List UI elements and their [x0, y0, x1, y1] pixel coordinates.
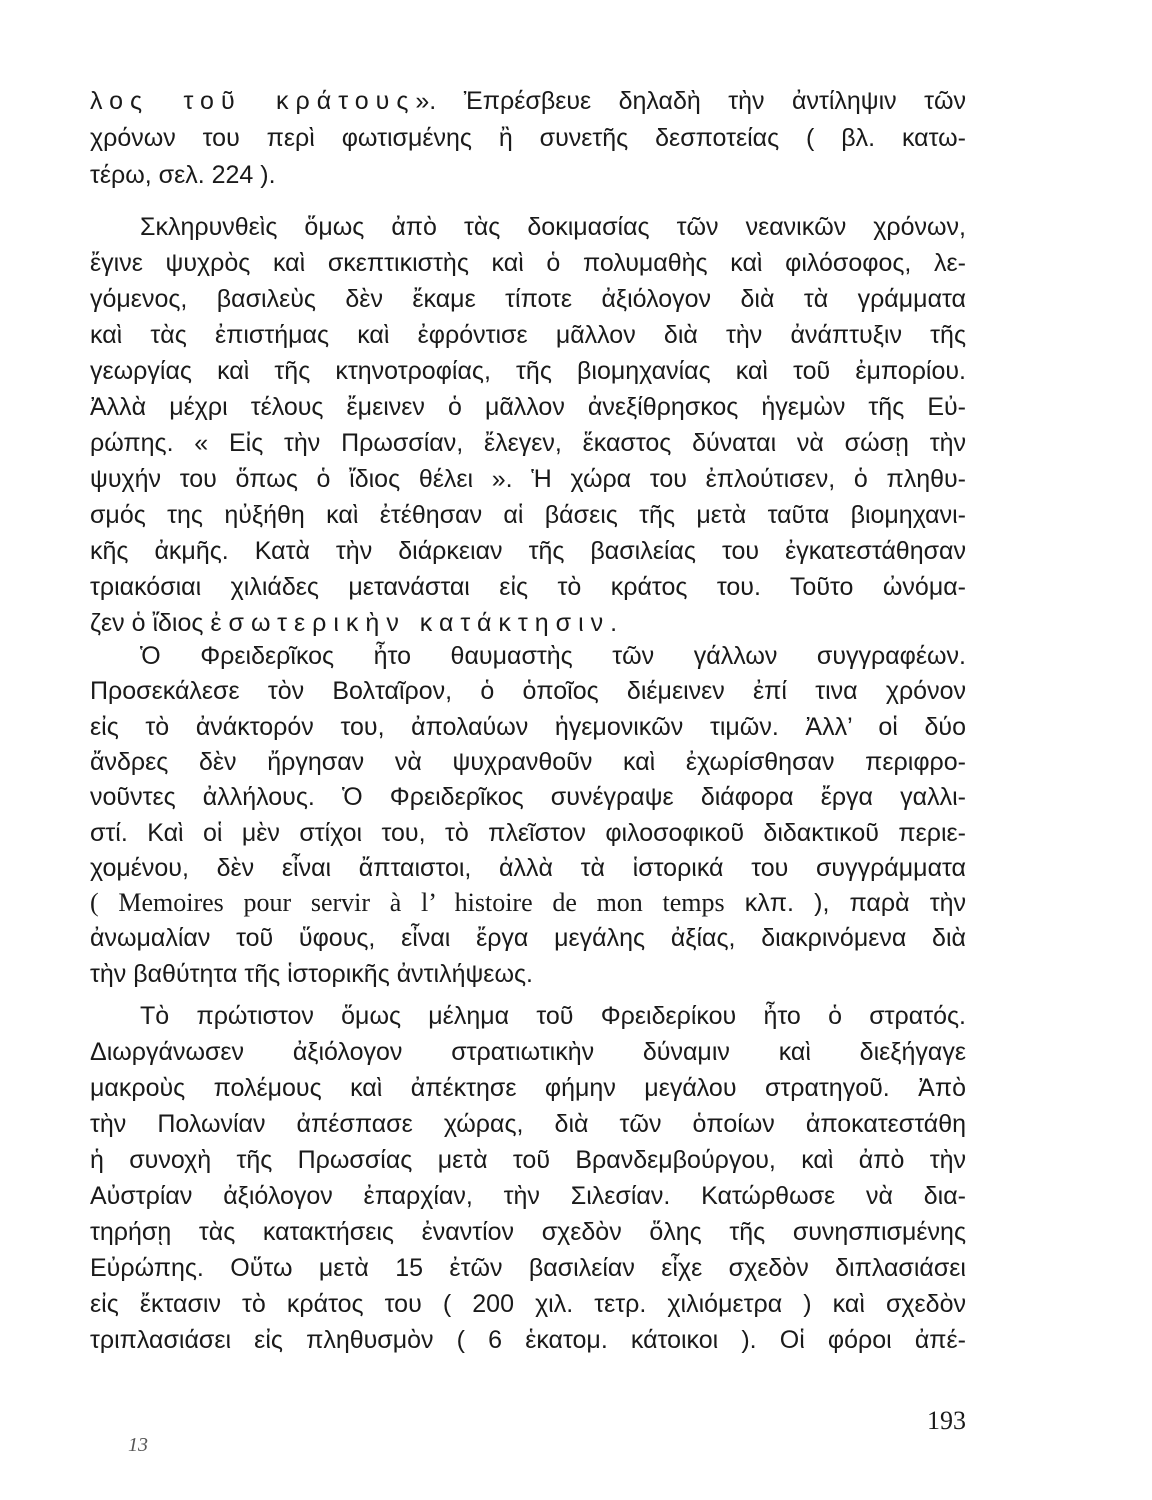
text-line — [90, 86, 966, 116]
text-line — [90, 536, 966, 566]
text-line — [140, 1001, 966, 1031]
text-line — [90, 676, 966, 706]
text-line — [90, 284, 966, 314]
text-line — [90, 923, 966, 953]
text-segment: ἀνωμαλίαν τοῦ ὕφους, εἶναι ἔργα μεγάλης ἀξίας, διακρινόμενα διὰ — [90, 924, 966, 953]
emphasized-text: λος τοῦ κράτους — [90, 87, 416, 115]
text-segment: . — [610, 609, 618, 637]
text-segment: ρώπης. « Εἰς τὴν Πρωσσίαν, ἔλεγεν, ἕκαστος δύναται νὰ σώσῃ τὴν — [90, 429, 966, 457]
text-line — [90, 1145, 966, 1175]
text-segment: ( Memoires pour servir à l’ histoire de mon temps — [90, 888, 725, 918]
text-segment: καὶ τὰς ἐπιστήμας καὶ ἐφρόντισε μᾶλλον διὰ τὴν ἀνάπτυξιν τῆς — [90, 321, 966, 349]
text-line — [90, 959, 966, 989]
text-line — [90, 160, 966, 190]
text-segment: Σκληρυνθεὶς ὅμως ἀπὸ τὰς δοκιμασίας τῶν νεανικῶν χρόνων, — [140, 213, 966, 241]
text-segment: κλπ. ), παρὰ τὴν — [724, 889, 966, 918]
text-segment: τηρήσῃ τὰς κατακτήσεις ἐναντίον σχεδὸν ὅλης τῆς συνησπισμένης — [90, 1218, 966, 1246]
text-segment: Προσεκάλεσε τὸν Βολταῖρον, ὁ ὁποῖος διέμεινεν ἐπί τινα χρόνον — [90, 677, 966, 706]
text-segment: ψυχήν του ὅπως ὁ ἴδιος θέλει ». Ἡ χώρα του ἐπλούτισεν, ὁ πληθυ- — [90, 465, 966, 493]
text-line — [90, 818, 966, 848]
text-line — [90, 123, 966, 153]
text-line — [90, 782, 966, 812]
text-segment: ». Ἐπρέσβευε δηλαδὴ τὴν ἀντίληψιν τῶν — [415, 87, 966, 115]
text-segment: κῆς ἀκμῆς. Κατὰ τὴν διάρκειαν τῆς βασιλείας του ἐγκατεστάθησαν — [90, 537, 966, 565]
text-segment: εἰς ἔκτασιν τὸ κράτος του ( 200 χιλ. τετρ. χιλιόμετρα ) καὶ σχεδὸν — [90, 1290, 966, 1318]
text-segment: τέρω, σελ. 224 ). — [90, 161, 276, 189]
text-segment: νοῦντες ἀλλήλους. Ὁ Φρειδερῖκος συνέγραψε διάφορα ἔργα γαλλι- — [90, 783, 966, 812]
text-segment: Εὐρώπης. Οὕτω μετὰ 15 ἐτῶν βασιλείαν εἶχε σχεδὸν διπλασιάσει — [90, 1254, 966, 1282]
text-line — [140, 212, 966, 242]
text-segment: Αὐστρίαν ἀξιόλογον ἐπαρχίαν, τὴν Σιλεσίαν. Κατώρθωσε νὰ δια- — [90, 1182, 966, 1210]
text-line — [90, 888, 966, 918]
text-segment: χομένου, δὲν εἶναι ἄπταιστοι, ἀλλὰ τὰ ἱστορικά του συγγράμματα — [90, 853, 966, 882]
text-line — [90, 853, 966, 883]
text-segment: ἡ συνοχὴ τῆς Πρωσσίας μετὰ τοῦ Βρανδεμβούργου, καὶ ἀπὸ τὴν — [90, 1146, 966, 1174]
text-segment: τριπλασιάσει εἰς πληθυσμὸν ( 6 ἑκατομ. κάτοικοι ). Οἱ φόροι ἀπέ- — [90, 1326, 966, 1354]
text-segment: τριακόσιαι χιλιάδες μετανάσται εἰς τὸ κράτος του. Τοῦτο ὠνόμα- — [90, 573, 966, 601]
text-line — [140, 641, 966, 671]
signature-mark: 13 — [128, 1434, 148, 1456]
text-line — [90, 248, 966, 278]
text-segment: Ἀλλὰ μέχρι τέλους ἔμεινεν ὁ μᾶλλον ἀνεξίθρησκος ἡγεμὼν τῆς Εὐ- — [90, 393, 966, 421]
text-line — [90, 747, 966, 777]
text-line — [90, 1181, 966, 1211]
text-line — [90, 1109, 966, 1139]
text-line — [90, 428, 966, 458]
text-segment: εἰς τὸ ἀνάκτορόν του, ἀπολαύων ἡγεμονικῶν τιμῶν. Ἀλλ’ οἱ δύο — [90, 712, 966, 741]
text-line — [90, 1325, 966, 1355]
text-segment: τὴν Πολωνίαν ἀπέσπασε χώρας, διὰ τῶν ὁποίων ἀποκατεστάθη — [90, 1110, 966, 1138]
text-segment: σμός της ηὐξήθη καὶ ἐτέθησαν αἱ βάσεις τῆς μετὰ ταῦτα βιομηχανι- — [90, 501, 966, 529]
text-line — [90, 1289, 966, 1319]
text-segment: τὴν βαθύτητα τῆς ἱστορικῆς ἀντιλήψεως. — [90, 959, 533, 988]
text-segment: Τὸ πρώτιστον ὅμως μέλημα τοῦ Φρειδερίκου ἦτο ὁ στρατός. — [140, 1002, 966, 1030]
text-segment: στί. Καὶ οἱ μὲν στίχοι του, τὸ πλεῖστον φιλοσοφικοῦ διδακτικοῦ περιε- — [90, 818, 966, 847]
text-line — [90, 356, 966, 386]
text-segment: Ὁ Φρειδερῖκος ἦτο θαυμαστὴς τῶν γάλλων συγγραφέων. — [140, 642, 966, 670]
text-line — [90, 712, 966, 742]
text-segment: Διωργάνωσεν ἀξιόλογον στρατιωτικὴν δύναμιν καὶ διεξήγαγε — [90, 1038, 966, 1066]
text-line — [90, 608, 966, 638]
text-segment: χρόνων του περὶ φωτισμένης ἢ συνετῆς δεσποτείας ( βλ. κατω- — [90, 124, 966, 152]
text-line — [90, 392, 966, 422]
text-segment: ἔγινε ψυχρὸς καὶ σκεπτικιστὴς καὶ ὁ πολυμαθὴς καὶ φιλόσοφος, λε- — [90, 249, 966, 277]
text-segment: γεωργίας καὶ τῆς κτηνοτροφίας, τῆς βιομηχανίας καὶ τοῦ ἐμπορίου. — [90, 357, 966, 385]
text-segment: ζεν ὁ ἴδιος — [90, 609, 211, 637]
text-line — [90, 1253, 966, 1283]
text-segment: ἄνδρες δὲν ἤργησαν νὰ ψυχρανθοῦν καὶ ἐχωρίσθησαν περιφρο- — [90, 747, 966, 776]
text-line — [90, 500, 966, 530]
text-segment: μακροὺς πολέμους καὶ ἀπέκτησε φήμην μεγάλου στρατηγοῦ. Ἀπὸ — [90, 1074, 966, 1102]
text-line — [90, 320, 966, 350]
emphasized-text: ἐσωτερικὴν κατάκτησιν — [210, 609, 611, 637]
text-line — [90, 572, 966, 602]
text-line — [90, 464, 966, 494]
text-line — [90, 1073, 966, 1103]
text-segment: γόμενος, βασιλεὺς δὲν ἔκαμε τίποτε ἀξιόλογον διὰ τὰ γράμματα — [90, 285, 966, 313]
text-line — [90, 1217, 966, 1247]
text-line — [90, 1037, 966, 1067]
page-number: 193 — [927, 1406, 966, 1435]
